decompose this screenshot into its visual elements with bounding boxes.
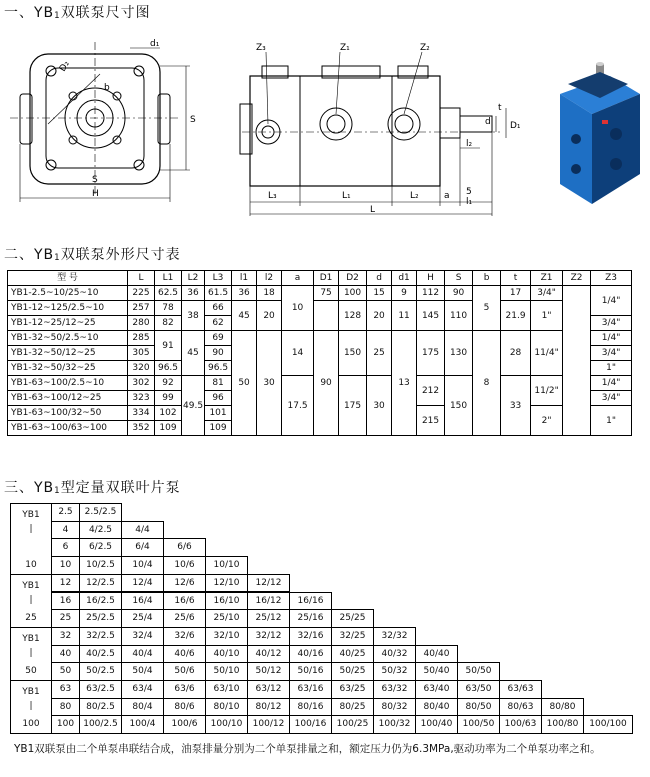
combo-cell: 25/10 (205, 609, 248, 628)
cell: 62 (205, 316, 232, 331)
label-d1: d₁ (150, 39, 160, 49)
cell: 17 (501, 286, 531, 301)
combo-cell: 50/4 (121, 662, 164, 681)
combo-cell: 32/16 (289, 627, 332, 646)
col-header: Z1 (531, 271, 563, 286)
cell: 3/4" (531, 286, 563, 301)
cell: 96 (205, 391, 232, 406)
displacement-cell: 12 (51, 574, 80, 593)
combo-cell: 50/50 (457, 662, 500, 681)
dimension-table (7, 270, 632, 436)
col-header: 型 号 (8, 271, 128, 286)
cell: 96.5 (155, 361, 182, 376)
combo-cell: 40/32 (373, 645, 416, 664)
cell: 36 (182, 286, 205, 301)
cell-empty (314, 301, 339, 331)
cell: 257 (128, 301, 155, 316)
label-L1: L₁ (342, 191, 351, 201)
combo-cell: 63/25 (331, 680, 374, 699)
label-l2: l₂ (466, 139, 473, 149)
col-header: l1 (232, 271, 257, 286)
cell: 8 (473, 331, 501, 436)
cell: 1" (531, 301, 563, 331)
cell: 225 (128, 286, 155, 301)
cell: 75 (314, 286, 339, 301)
displacement-cell: 80 (51, 698, 80, 717)
combo-cell: 100/16 (289, 715, 332, 734)
combo-cell: 100/2.5 (79, 715, 122, 734)
displacement-cell: 16 (51, 592, 80, 611)
combo-cell: 50/12 (247, 662, 290, 681)
combo-cell: 50/25 (331, 662, 374, 681)
combo-cell: 25/12 (247, 609, 290, 628)
col-header: Z2 (563, 271, 591, 286)
cell: 11 (392, 301, 417, 331)
cell: 49.5 (182, 376, 205, 436)
combo-cell: 32/25 (331, 627, 374, 646)
combo-cell: 80/10 (205, 698, 248, 717)
combo-cell: 32/2.5 (79, 627, 122, 646)
cell: 145 (417, 301, 445, 331)
cell: 102 (155, 406, 182, 421)
combo-cell: 63/16 (289, 680, 332, 699)
combo-cell: 40/6 (163, 645, 206, 664)
dim-table-header-row (8, 271, 632, 286)
cell: 30 (257, 331, 282, 436)
cell: 78 (155, 301, 182, 316)
cell: 28 (501, 331, 531, 376)
combo-cell: 100/63 (499, 715, 542, 734)
section3-title: 三、$YB_1$型定量双联叶片泵 (4, 480, 181, 496)
model-cell: YB1-63~100/2.5~10 (8, 376, 128, 391)
combo-cell: 4/4 (121, 521, 164, 540)
divider: | (29, 594, 33, 605)
cell: 11/4" (531, 331, 563, 376)
cell-empty (563, 286, 591, 436)
cell: 20 (257, 301, 282, 331)
combo-cell: 50/10 (205, 662, 248, 681)
group-label: YB1 | 50 (10, 627, 52, 681)
cell: 100 (339, 286, 367, 301)
combo-cell: 6/4 (121, 538, 164, 557)
combo-cell: 12/10 (205, 574, 248, 593)
combo-cell: 32/10 (205, 627, 248, 646)
combo-cell: 63/4 (121, 680, 164, 699)
col-header: D2 (339, 271, 367, 286)
combo-cell: 32/4 (121, 627, 164, 646)
combo-cell: 25/6 (163, 609, 206, 628)
footnote: YB1双联泵由二个单泵串联结合成，油泵排量分别为二个单泵排量之和，额定压力仍为6.3MPa,驱动功率为二个单泵功率之和。 (14, 743, 601, 755)
label-l1: l₁ (466, 197, 473, 207)
cell: 285 (128, 331, 155, 346)
combo-cell: 25/2.5 (79, 609, 122, 628)
group-label: YB1 | 100 (10, 680, 52, 734)
model-cell: YB1-12~125/2.5~10 (8, 301, 128, 316)
cell: 128 (339, 301, 367, 331)
cell: 9 (392, 286, 417, 301)
label-t: t (498, 103, 502, 113)
displacement-cell: 6 (51, 538, 80, 557)
displacement-cell: 10 (51, 556, 80, 575)
combo-cell: 80/6 (163, 698, 206, 717)
combo-cell: 32/12 (247, 627, 290, 646)
displacement-cell: 50 (51, 662, 80, 681)
combo-cell: 100/12 (247, 715, 290, 734)
cell: 33 (501, 376, 531, 436)
label-L3: L₃ (268, 191, 277, 201)
cell: 215 (417, 406, 445, 436)
col-header: d (367, 271, 392, 286)
divider: | (29, 647, 33, 658)
cell: 14 (282, 331, 314, 376)
combo-cell: 6/6 (163, 538, 206, 557)
label-D1: D₁ (510, 121, 521, 131)
cell: 15 (367, 286, 392, 301)
col-header: L3 (205, 271, 232, 286)
col-header: H (417, 271, 445, 286)
cell: 175 (417, 331, 445, 376)
combo-cell: 40/40 (415, 645, 458, 664)
cell: 3/4" (591, 391, 632, 406)
col-header: L (128, 271, 155, 286)
label-b: b (104, 83, 110, 93)
col-header: L1 (155, 271, 182, 286)
cell: 150 (339, 331, 367, 376)
combo-cell: 50/2.5 (79, 662, 122, 681)
cell: 320 (128, 361, 155, 376)
combo-cell: 100/50 (457, 715, 500, 734)
col-header: L2 (182, 271, 205, 286)
label-S: S (190, 115, 196, 125)
combo-cell: 50/16 (289, 662, 332, 681)
combo-cell: 16/16 (289, 592, 332, 611)
label-Z1: Z₁ (340, 43, 350, 53)
label-a: a (444, 191, 450, 201)
cell: 21.9 (501, 301, 531, 331)
combo-cell: 80/25 (331, 698, 374, 717)
combo-cell: 25/4 (121, 609, 164, 628)
combo-cell: 100/4 (121, 715, 164, 734)
cell: 99 (155, 391, 182, 406)
combo-cell: 12/2.5 (79, 574, 122, 593)
combo-cell: 50/6 (163, 662, 206, 681)
col-header: l2 (257, 271, 282, 286)
cell: 90 (205, 346, 232, 361)
combo-cell: 6/2.5 (79, 538, 122, 557)
label-5: 5 (466, 187, 472, 197)
combo-cell: 40/4 (121, 645, 164, 664)
combo-cell: 40/16 (289, 645, 332, 664)
cell: 50 (232, 331, 257, 436)
combo-cell: 63/32 (373, 680, 416, 699)
cell: 1/4" (591, 286, 632, 316)
cell: 13 (392, 331, 417, 436)
table-row (8, 301, 632, 316)
displacement-cell: 2.5 (51, 503, 80, 522)
divider: | (29, 524, 33, 534)
combo-cell: 12/6 (163, 574, 206, 593)
displacement-cell: 63 (51, 680, 80, 699)
cell: 150 (445, 376, 473, 436)
combo-cell: 50/32 (373, 662, 416, 681)
label-H: H (92, 189, 99, 199)
cell: 130 (445, 331, 473, 376)
front-view (10, 42, 190, 202)
cell: 90 (445, 286, 473, 301)
combo-cell: 25/16 (289, 609, 332, 628)
model-cell: YB1-63~100/63~100 (8, 421, 128, 436)
cell: 212 (417, 376, 445, 406)
combo-cell: 50/40 (415, 662, 458, 681)
cell: 96.5 (205, 361, 232, 376)
combo-cell: 63/63 (499, 680, 542, 699)
combo-cell: 10/2.5 (79, 556, 122, 575)
combo-cell: 40/25 (331, 645, 374, 664)
combo-cell: 10/6 (163, 556, 206, 575)
cell: 323 (128, 391, 155, 406)
cell: 175 (339, 376, 367, 436)
displacement-cell: 25 (51, 609, 80, 628)
col-header: Z3 (591, 271, 632, 286)
cell: 302 (128, 376, 155, 391)
combo-cell: 25/25 (331, 609, 374, 628)
combo-cell: 100/80 (541, 715, 584, 734)
cell: 10 (282, 286, 314, 331)
section2-title: 二、$YB_1$双联泵外形尺寸表 (4, 247, 181, 263)
cell: 18 (257, 286, 282, 301)
group-label: YB1 | 25 (10, 574, 52, 628)
displacement-cell: 4 (51, 521, 80, 540)
combo-cell: 100/6 (163, 715, 206, 734)
cell: 45 (232, 301, 257, 331)
divider: | (29, 701, 33, 711)
combo-cell: 63/12 (247, 680, 290, 699)
label-Z3: Z₃ (256, 43, 266, 53)
model-cell: YB1-32~50/32~25 (8, 361, 128, 376)
displacement-cell: 40 (51, 645, 80, 664)
label-d: d (485, 117, 491, 127)
cell: 5 (473, 286, 501, 331)
col-header: a (282, 271, 314, 286)
pump-photo (560, 62, 640, 204)
combo-cell: 63/10 (205, 680, 248, 699)
model-cell: YB1-32~50/2.5~10 (8, 331, 128, 346)
combo-cell: 63/40 (415, 680, 458, 699)
combo-cell: 32/32 (373, 627, 416, 646)
combo-cell: 80/32 (373, 698, 416, 717)
cell: 11/2" (531, 376, 563, 406)
model-cell: YB1-32~50/12~25 (8, 346, 128, 361)
combo-cell: 16/10 (205, 592, 248, 611)
combo-cell: 16/4 (121, 592, 164, 611)
model-cell: YB1-2.5~10/25~10 (8, 286, 128, 301)
combo-cell: 80/40 (415, 698, 458, 717)
model-cell: YB1-12~25/12~25 (8, 316, 128, 331)
cell: 101 (205, 406, 232, 421)
cell: 17.5 (282, 376, 314, 436)
model-cell: YB1-63~100/32~50 (8, 406, 128, 421)
combo-cell: 10/4 (121, 556, 164, 575)
table-row (8, 286, 632, 301)
cell: 352 (128, 421, 155, 436)
combo-cell: 10/10 (205, 556, 248, 575)
label-S-bottom: S (92, 175, 98, 185)
cell: 110 (445, 301, 473, 331)
cell: 1" (591, 406, 632, 436)
cell: 1" (591, 361, 632, 376)
combo-cell: 100/10 (205, 715, 248, 734)
cell: 112 (417, 286, 445, 301)
combo-cell: 80/50 (457, 698, 500, 717)
cell: 45 (182, 331, 205, 376)
combo-cell: 2.5/2.5 (79, 503, 122, 522)
cell: 20 (367, 301, 392, 331)
cell: 25 (367, 331, 392, 376)
cell: 3/4" (591, 316, 632, 331)
combo-cell: 63/2.5 (79, 680, 122, 699)
combo-cell: 12/4 (121, 574, 164, 593)
label-L: L (370, 205, 376, 215)
cell: 109 (205, 421, 232, 436)
combo-cell: 63/6 (163, 680, 206, 699)
combo-cell: 100/32 (373, 715, 416, 734)
combo-cell: 80/16 (289, 698, 332, 717)
cell: 2" (531, 406, 563, 436)
cell: 109 (155, 421, 182, 436)
combo-cell: 4/2.5 (79, 521, 122, 540)
cell: 305 (128, 346, 155, 361)
combo-cell: 16/2.5 (79, 592, 122, 611)
combination-table (10, 503, 640, 735)
combo-cell: 80/4 (121, 698, 164, 717)
label-D2: D₂ (57, 59, 72, 74)
combo-cell: 40/2.5 (79, 645, 122, 664)
cell: 61.5 (205, 286, 232, 301)
cell: 66 (205, 301, 232, 316)
cell: 38 (182, 301, 205, 331)
cell: 91 (155, 331, 182, 361)
combo-cell: 16/6 (163, 592, 206, 611)
combo-cell: 63/50 (457, 680, 500, 699)
cell: 62.5 (155, 286, 182, 301)
cell: 30 (367, 376, 392, 436)
combo-cell: 80/2.5 (79, 698, 122, 717)
col-header: S (445, 271, 473, 286)
cell: 334 (128, 406, 155, 421)
combo-cell: 100/25 (331, 715, 374, 734)
table-row (8, 331, 632, 346)
combo-cell: 40/12 (247, 645, 290, 664)
combo-cell: 40/10 (205, 645, 248, 664)
combo-cell: 80/12 (247, 698, 290, 717)
combo-cell: 100/100 (583, 715, 633, 734)
label-Z2: Z₂ (420, 43, 430, 53)
displacement-cell: 100 (51, 715, 80, 734)
cell: 3/4" (591, 346, 632, 361)
combo-cell: 32/6 (163, 627, 206, 646)
combo-cell: 100/40 (415, 715, 458, 734)
col-header: b (473, 271, 501, 286)
cell: 36 (232, 286, 257, 301)
col-header: D1 (314, 271, 339, 286)
cell: 82 (155, 316, 182, 331)
model-cell: YB1-63~100/12~25 (8, 391, 128, 406)
cell: 69 (205, 331, 232, 346)
group-label: YB1 | 10 (10, 503, 52, 575)
displacement-cell: 32 (51, 627, 80, 646)
combo-cell: 80/80 (541, 698, 584, 717)
combo-cell: 80/63 (499, 698, 542, 717)
cell: 280 (128, 316, 155, 331)
col-header: t (501, 271, 531, 286)
cell: 90 (314, 331, 339, 436)
section1-title: 一、$YB_1$双联泵尺寸图 (4, 5, 151, 21)
col-header: d1 (392, 271, 417, 286)
cell: 92 (155, 376, 182, 391)
combo-cell: 16/12 (247, 592, 290, 611)
combo-cell: 12/12 (247, 574, 290, 593)
cell: 1/4" (591, 376, 632, 391)
label-L2: L₂ (410, 191, 419, 201)
cell: 1/4" (591, 331, 632, 346)
cell: 81 (205, 376, 232, 391)
pump-dimension-drawing (0, 24, 650, 224)
